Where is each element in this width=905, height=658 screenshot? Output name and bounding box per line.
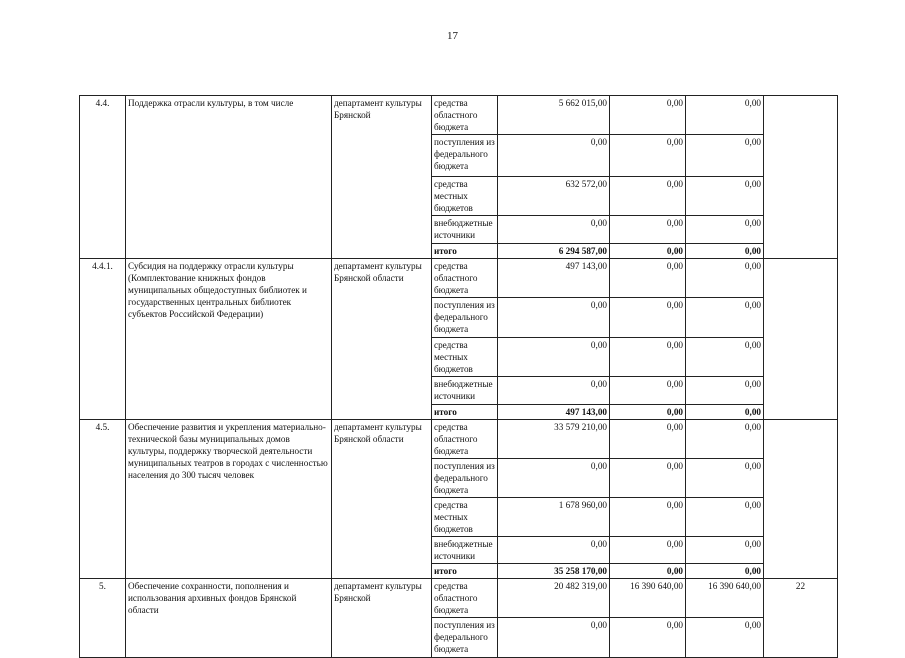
fund-value-year2: 0,00 [610,498,686,537]
fund-value-year3: 0,00 [686,135,764,177]
fund-value-year1: 0,00 [498,618,610,658]
table-row [80,96,838,135]
item-title: Обеспечение сохранности, пополнения и использования архивных фондов Брянской области [126,579,332,658]
fund-value-year1: 0,00 [498,537,610,564]
fund-value-year2: 0,00 [610,564,686,579]
fund-value-year3: 0,00 [686,338,764,377]
fund-source: средства местных бюджетов [432,498,498,537]
fund-value-year1: 632 572,00 [498,177,610,216]
item-executor: департамент культуры Брянской [332,96,432,259]
fund-value-year3: 0,00 [686,618,764,658]
item-code: 5. [80,579,126,658]
fund-value-year1: 0,00 [498,135,610,177]
fund-value-year1: 497 143,00 [498,259,610,298]
fund-value-year1: 497 143,00 [498,405,610,420]
fund-value-year3: 0,00 [686,259,764,298]
fund-source: итого [432,244,498,259]
fund-source: итого [432,564,498,579]
fund-value-year3: 16 390 640,00 [686,579,764,618]
fund-value-year1: 0,00 [498,338,610,377]
fund-value-year2: 16 390 640,00 [610,579,686,618]
fund-value-year1: 0,00 [498,459,610,498]
item-executor: департамент культуры Брянской области [332,420,432,579]
fund-value-year1: 0,00 [498,298,610,338]
fund-value-year3: 0,00 [686,498,764,537]
fund-value-year2: 0,00 [610,96,686,135]
fund-value-year2: 0,00 [610,420,686,459]
fund-source: итого [432,405,498,420]
item-extra [764,420,838,579]
fund-value-year2: 0,00 [610,537,686,564]
fund-value-year2: 0,00 [610,135,686,177]
fund-source: средства областного бюджета [432,259,498,298]
item-title: Обеспечение развития и укрепления материально-технической базы муниципальных домов культуры, поддержку творческой деятельности муниципальных театров в городах с численностью населения до 300 тысяч человек [126,420,332,579]
item-extra [764,96,838,259]
fund-source: внебюджетные источники [432,537,498,564]
fund-value-year3: 0,00 [686,177,764,216]
fund-value-year3: 0,00 [686,537,764,564]
fund-value-year3: 0,00 [686,244,764,259]
fund-value-year2: 0,00 [610,298,686,338]
fund-value-year1: 1 678 960,00 [498,498,610,537]
fund-source: средства областного бюджета [432,579,498,618]
fund-value-year1: 33 579 210,00 [498,420,610,459]
item-title: Субсидия на поддержку отрасли культуры (Комплектование книжных фондов муниципальных общедоступных библиотек и государственных центральных библиотек субъектов Российской Федерации) [126,259,332,420]
fund-value-year1: 20 482 319,00 [498,579,610,618]
fund-source: поступления из федерального бюджета [432,298,498,338]
fund-value-year3: 0,00 [686,96,764,135]
fund-value-year3: 0,00 [686,564,764,579]
fund-value-year2: 0,00 [610,405,686,420]
fund-value-year3: 0,00 [686,216,764,244]
page-number: 17 [447,30,458,42]
fund-source: средства областного бюджета [432,420,498,459]
item-code: 4.5. [80,420,126,579]
fund-source: поступления из федерального бюджета [432,618,498,658]
fund-source: поступления из федерального бюджета [432,135,498,177]
fund-source: средства областного бюджета [432,96,498,135]
fund-value-year3: 0,00 [686,420,764,459]
fund-value-year1: 6 294 587,00 [498,244,610,259]
item-executor: департамент культуры Брянской области [332,259,432,420]
item-executor: департамент культуры Брянской [332,579,432,658]
table-row [80,420,838,459]
fund-value-year2: 0,00 [610,338,686,377]
fund-value-year1: 0,00 [498,377,610,405]
fund-value-year1: 0,00 [498,216,610,244]
item-title: Поддержка отрасли культуры, в том числе [126,96,332,259]
table-row [80,259,838,298]
fund-source: внебюджетные источники [432,377,498,405]
fund-value-year2: 0,00 [610,377,686,405]
fund-value-year2: 0,00 [610,216,686,244]
fund-value-year2: 0,00 [610,618,686,658]
item-code: 4.4.1. [80,259,126,420]
item-extra [764,259,838,420]
fund-value-year3: 0,00 [686,405,764,420]
table-row [80,579,838,618]
fund-value-year2: 0,00 [610,244,686,259]
fund-value-year3: 0,00 [686,459,764,498]
fund-value-year1: 35 258 170,00 [498,564,610,579]
fund-value-year1: 5 662 015,00 [498,96,610,135]
budget-table [79,95,838,658]
fund-source: поступления из федерального бюджета [432,459,498,498]
fund-value-year2: 0,00 [610,259,686,298]
fund-value-year3: 0,00 [686,298,764,338]
item-extra: 22 [764,579,838,658]
fund-value-year2: 0,00 [610,177,686,216]
item-code: 4.4. [80,96,126,259]
fund-source: средства местных бюджетов [432,338,498,377]
fund-value-year2: 0,00 [610,459,686,498]
fund-source: средства местных бюджетов [432,177,498,216]
fund-source: внебюджетные источники [432,216,498,244]
fund-value-year3: 0,00 [686,377,764,405]
